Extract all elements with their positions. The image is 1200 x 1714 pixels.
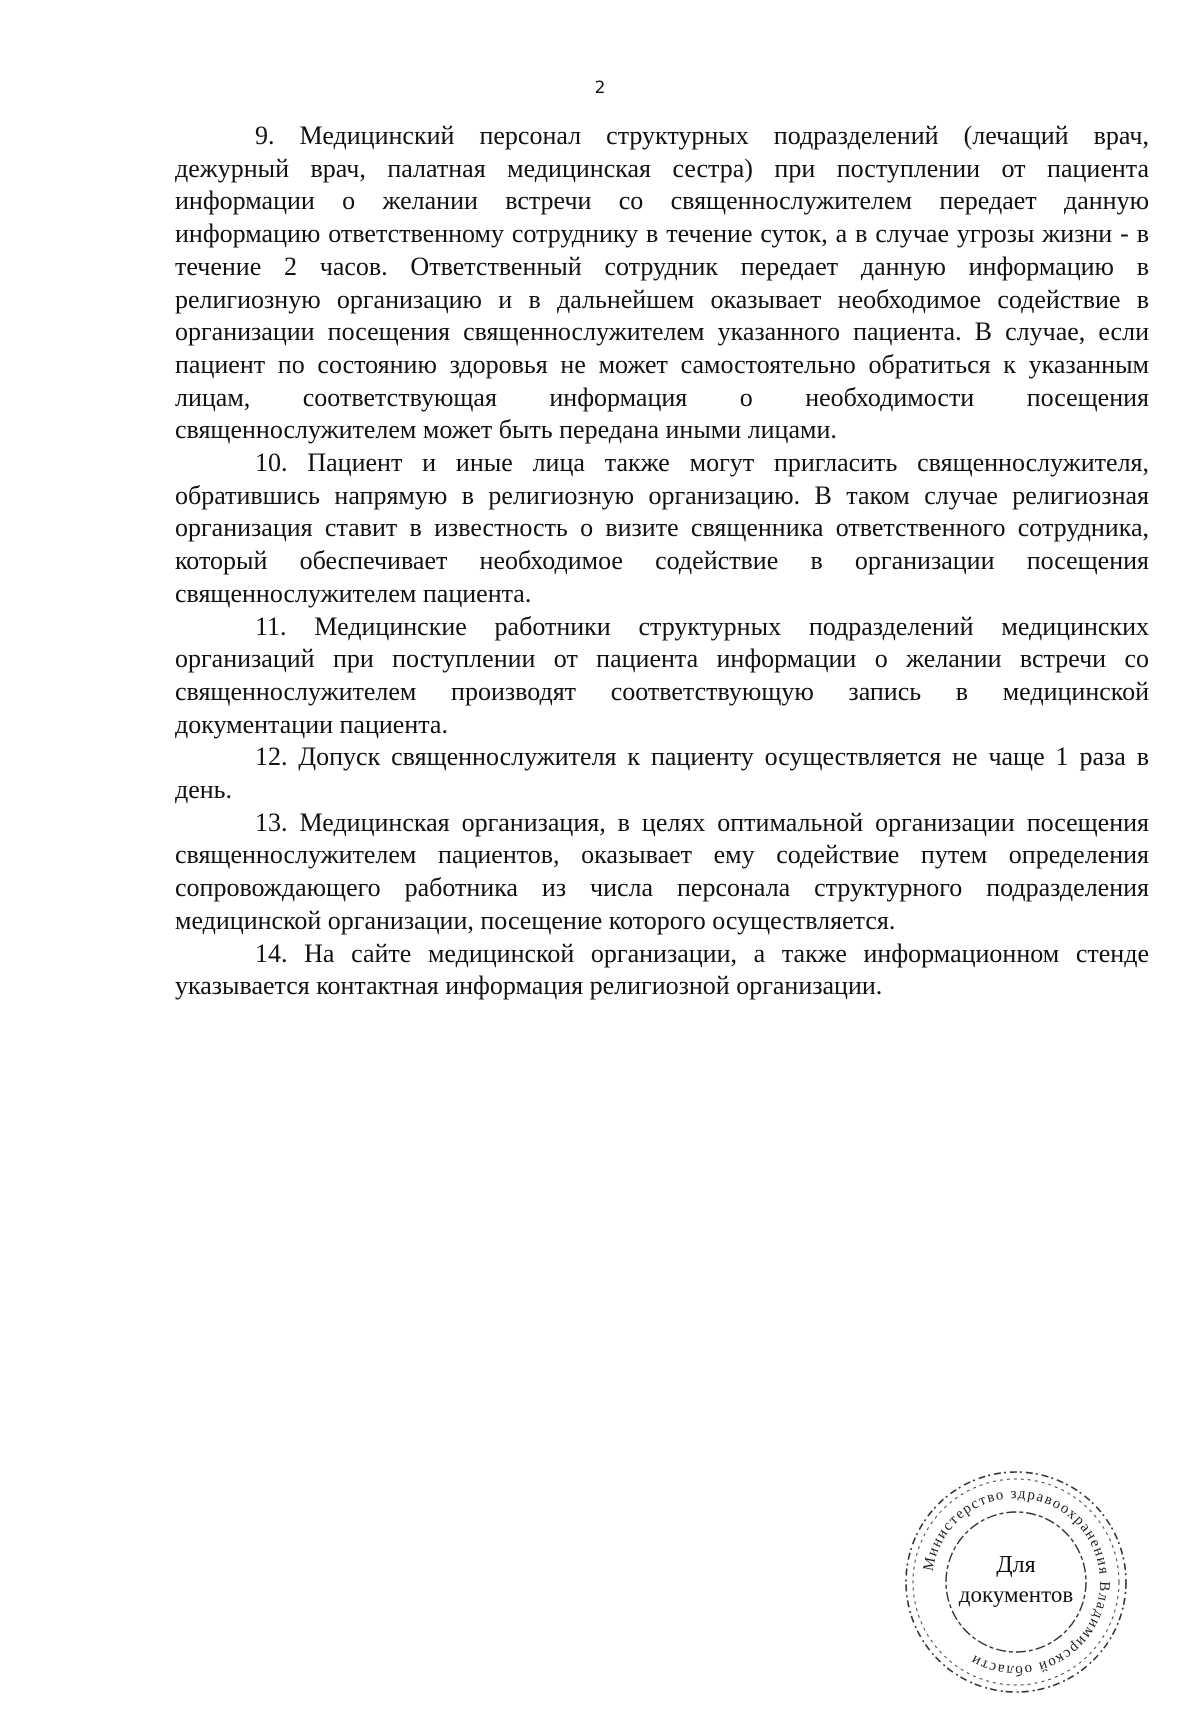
paragraph-13: 13. Медицинская организация, в целях оптимальной организации посещения священнослужителем пациентов, оказывает ему содействие путем определения сопровождающего работника из числа персонала структурного подразделения медицинской организации, посещение которого осуществляется. [175,807,1149,935]
paragraph-9: 9. Медицинский персонал структурных подразделений (лечащий врач, дежурный врач, палатная медицинская сестра) при поступлении от пациента информации о желании встречи со священнослужителем передает данную информацию ответственному сотруднику в течение суток, а в случае угрозы жизни - в течение 2 часов. Ответственный сотрудник передает данную информацию в религиозную организацию и в дальнейшем оказывает необходимое содействие в организации посещения священнослужителем указанного пациента. В случае, если пациент по состоянию здоровья не может самостоятельно обратиться к указанным лицам, соответствующая информация о необходимости посещения священнослужителем может быть передана иными лицами. [175,121,1149,445]
paragraph-11: 11. Медицинские работники структурных подразделений медицинских организаций при поступлении от пациента информации о желании встречи со священнослужителем производят соответствующую запись в медицинской документации пациента. [175,611,1149,739]
document-body [175,120,1149,1003]
stamp-center-line-1: Для [996,1552,1036,1578]
paragraph-12: 12. Допуск священнослужителя к пациенту осуществляется не чаще 1 раза в день. [175,742,1149,805]
stamp-center-line-2: документов [958,1582,1074,1607]
stamp-ring-text: Министерство здравоохранения Владимирской области [920,1485,1113,1679]
paragraph-14: 14. На сайте медицинской организации, а также информационном стенде указывается контактная информация религиозной организации. [175,938,1149,1001]
page-number: 2 [594,78,606,98]
paragraph-10: 10. Пациент и иные лица также могут пригласить священнослужителя, обратившись напрямую в религиозную организацию. В таком случае религиозная организация ставит в известность о визите священника ответственного сотрудника, который обеспечивает необходимое содействие в организации посещения священнослужителем пациента. [175,448,1149,608]
official-stamp [900,1466,1132,1698]
